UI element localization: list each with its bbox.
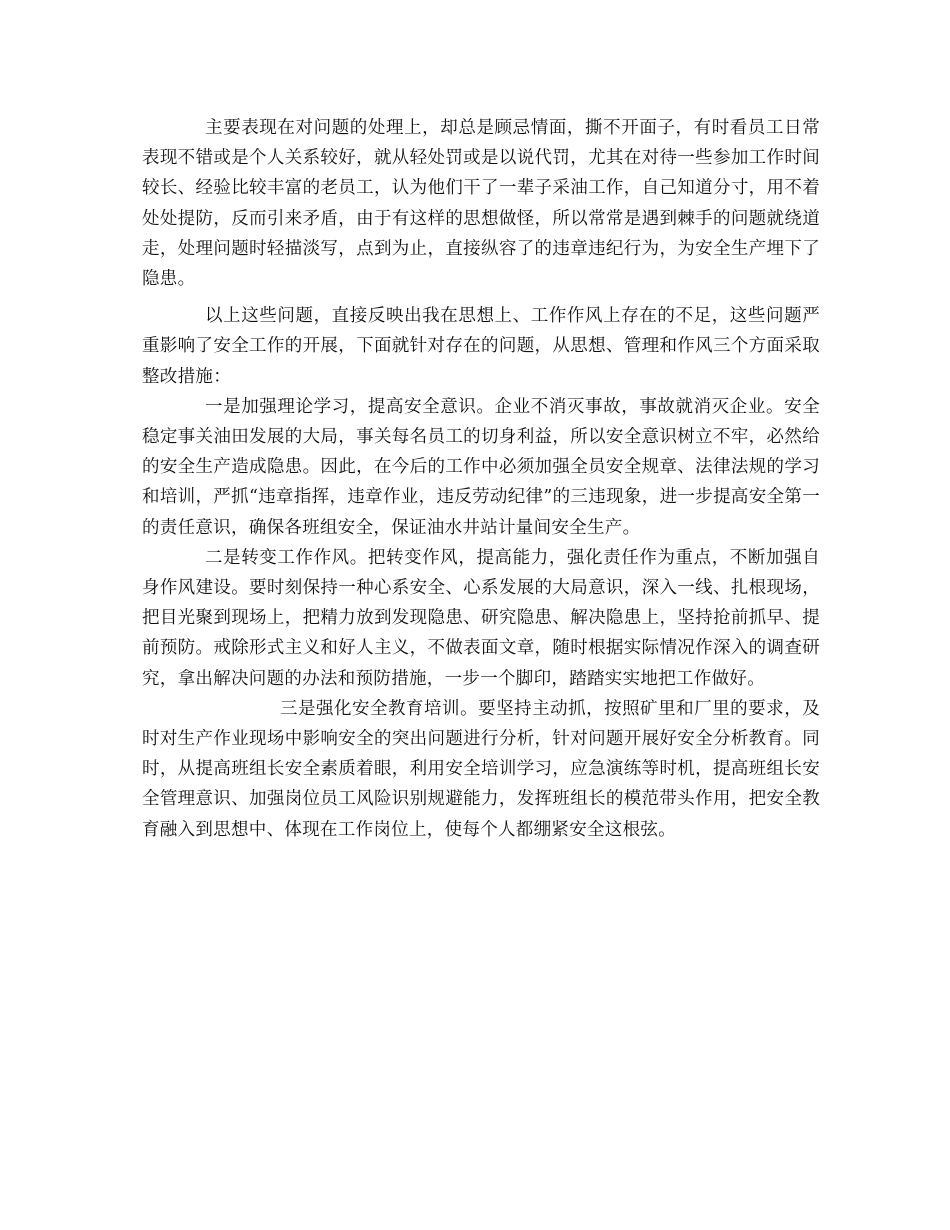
paragraph-measure-two: 二是转变工作作风。把转变作风，提高能力，强化责任作为重点，不断加强自身作风建设。要时刻保持一种心系安全、心系发展的大局意识，深入一线、扎根现场，把目光聚到现场上，把精力放到发现隐患、研究隐患、解决隐患上，坚持抢前抓早、提前预防。戒除形式主义和好人主义，不做表面文章，随时根据实际情况作深入的调查研究，拿出解决问题的办法和预防措施，一步一个脚印，踏踏实实地把工作做好。 [142, 547, 820, 689]
paragraph-measure-one: 一是加强理论学习，提高安全意识。企业不消灭事故，事故就消灭企业。安全稳定事关油田发展的大局，事关每名员工的切身利益，所以安全意识树立不牢，必然给的安全生产造成隐患。因此，在今后的工作中必须加强全员安全规章、法律法规的学习和培训，严抓“违章指挥，违章作业，违反劳动纪律”的三违现象，进一步提高安全第一的责任意识，确保各班组安全，保证油水井站计量间安全生产。 [142, 396, 820, 538]
paragraph-issues-summary: 以上这些问题，直接反映出我在思想上、工作作风上存在的不足，这些问题严重影响了安全工作的开展，下面就针对存在的问题，从思想、管理和作风三个方面采取整改措施： [142, 306, 820, 387]
document-body [142, 113, 820, 845]
paragraph-measure-three: 三是强化安全教育培训。要坚持主动抓，按照矿里和厂里的要求，及时对生产作业现场中影响安全的突出问题进行分析，针对问题开展好安全分析教育。同时，从提高班组长安全素质着眼，利用安全培训学习，应急演练等时机，提高班组长安全管理意识、加强岗位员工风险识别规避能力，发挥班组长的模范带头作用，把安全教育融入到思想中、体现在工作岗位上，使每个人都绷紧安全这根弦。 [142, 698, 820, 840]
paragraph-issues-handling: 主要表现在对问题的处理上，却总是顾忌情面，撕不开面子，有时看员工日常表现不错或是个人关系较好，就从轻处罚或是以说代罚，尤其在对待一些参加工作时间较长、经验比较丰富的老员工，认为他们干了一辈子采油工作，自己知道分寸，用不着处处提防，反而引来矛盾，由于有这样的思想做怪，所以常常是遇到棘手的问题就绕道走，处理问题时轻描淡写，点到为止，直接纵容了的违章违纪行为，为安全生产埋下了隐患。 [142, 118, 820, 290]
